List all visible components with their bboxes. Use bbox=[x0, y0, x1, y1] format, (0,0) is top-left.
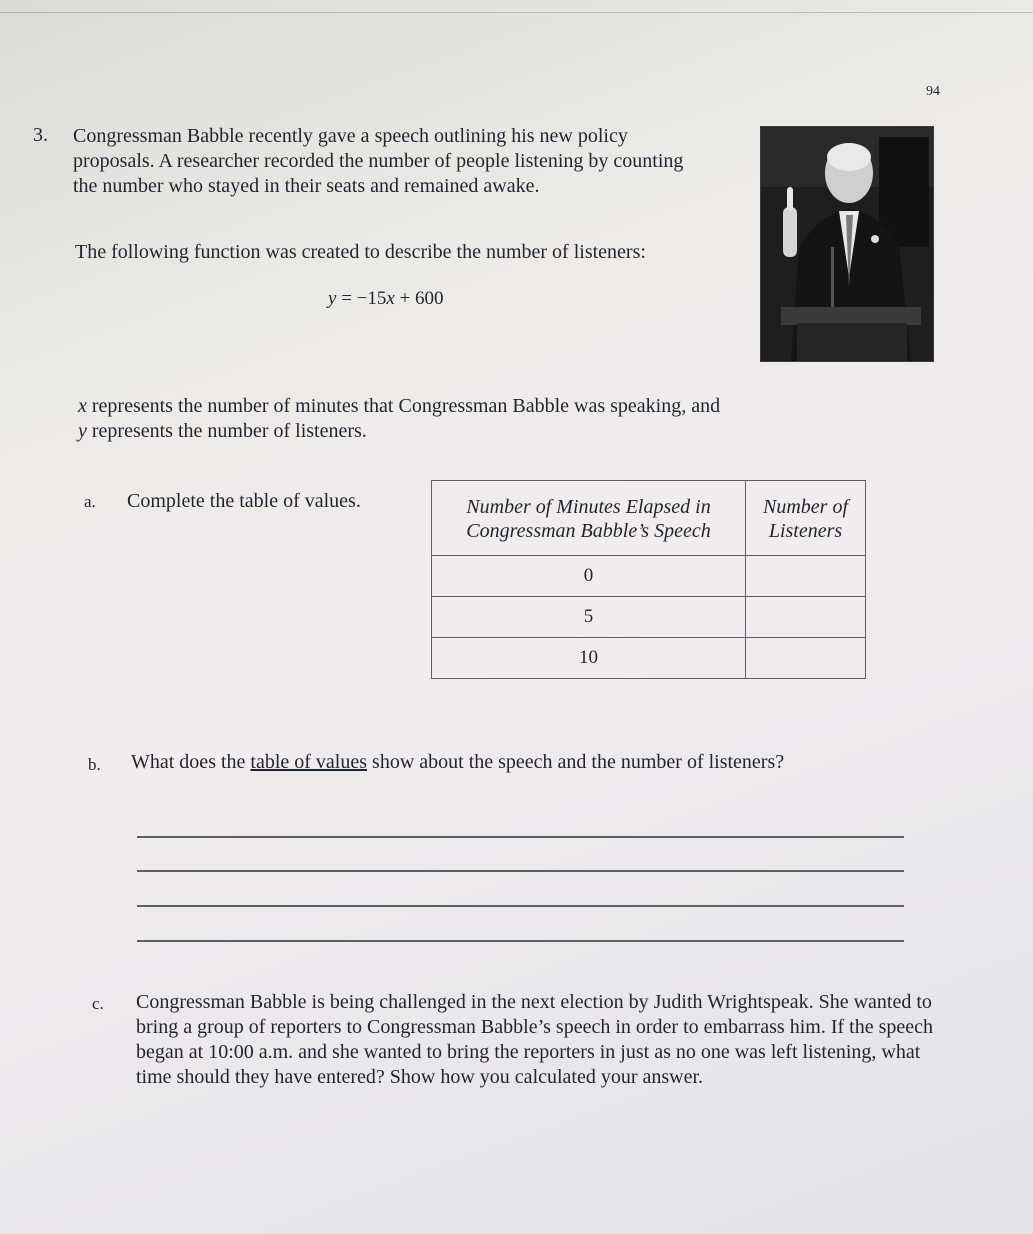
listeners-cell[interactable] bbox=[746, 556, 866, 597]
answer-line[interactable] bbox=[137, 836, 904, 838]
part-b-text bbox=[131, 751, 784, 774]
part-b-label: b. bbox=[88, 755, 101, 774]
answer-line[interactable] bbox=[137, 940, 904, 942]
part-b-before: What does the bbox=[131, 751, 251, 773]
page-number: 94 bbox=[926, 84, 940, 99]
x-variable: x bbox=[78, 395, 87, 417]
equation-op: = −15 bbox=[336, 288, 387, 309]
listeners-cell[interactable] bbox=[746, 638, 866, 679]
y-definition: represents the number of listeners. bbox=[86, 420, 367, 442]
variable-definitions bbox=[78, 394, 878, 444]
equation-var: x bbox=[386, 288, 395, 309]
function-lead: The following function was created to describe the number of listeners: bbox=[75, 241, 646, 263]
part-c-label: c. bbox=[92, 994, 104, 1013]
y-variable: y bbox=[78, 420, 87, 442]
speaker-photo bbox=[760, 126, 934, 362]
header-listeners: Number of Listeners bbox=[746, 481, 866, 556]
equation bbox=[328, 288, 444, 310]
header-minutes: Number of Minutes Elapsed in Congressman Babble’s Speech bbox=[432, 481, 746, 556]
question-intro: Congressman Babble recently gave a speech outlining his new policy proposals. A researcher recorded the number of people listening by counting the number who stayed in their seats and remained awake. bbox=[73, 125, 684, 197]
listeners-cell[interactable] bbox=[746, 597, 866, 638]
top-divider bbox=[0, 12, 1033, 13]
table-of-values bbox=[431, 480, 866, 679]
minutes-cell: 0 bbox=[432, 556, 746, 597]
part-b-underlined: table of values bbox=[250, 751, 368, 773]
part-a-text: Complete the table of values. bbox=[127, 490, 361, 512]
answer-line[interactable] bbox=[137, 905, 904, 907]
table-row bbox=[432, 597, 866, 638]
table-row bbox=[432, 556, 866, 597]
answer-line[interactable] bbox=[137, 870, 904, 872]
minutes-cell: 10 bbox=[432, 638, 746, 679]
equation-lhs: y bbox=[328, 288, 337, 309]
part-c-text: Congressman Babble is being challenged in the next election by Judith Wrightspeak. She wanted to bring a group of reporters to Congressman Babble’s speech in order to embarrass him. If the speech began at 10:00 a.m. and she wanted to bring the reporters in just as no one was left listening, what time should they have entered? Show how you calculated your answer. bbox=[136, 991, 933, 1088]
part-b-after: show about the speech and the number of listeners? bbox=[367, 751, 785, 773]
minutes-cell: 5 bbox=[432, 597, 746, 638]
speaker-photo-icon bbox=[761, 127, 933, 361]
question-number: 3. bbox=[33, 124, 48, 146]
table-row bbox=[432, 638, 866, 679]
equation-rest: + 600 bbox=[394, 288, 444, 309]
part-a-label: a. bbox=[84, 492, 96, 511]
x-definition: represents the number of minutes that Congressman Babble was speaking, and bbox=[86, 395, 721, 417]
